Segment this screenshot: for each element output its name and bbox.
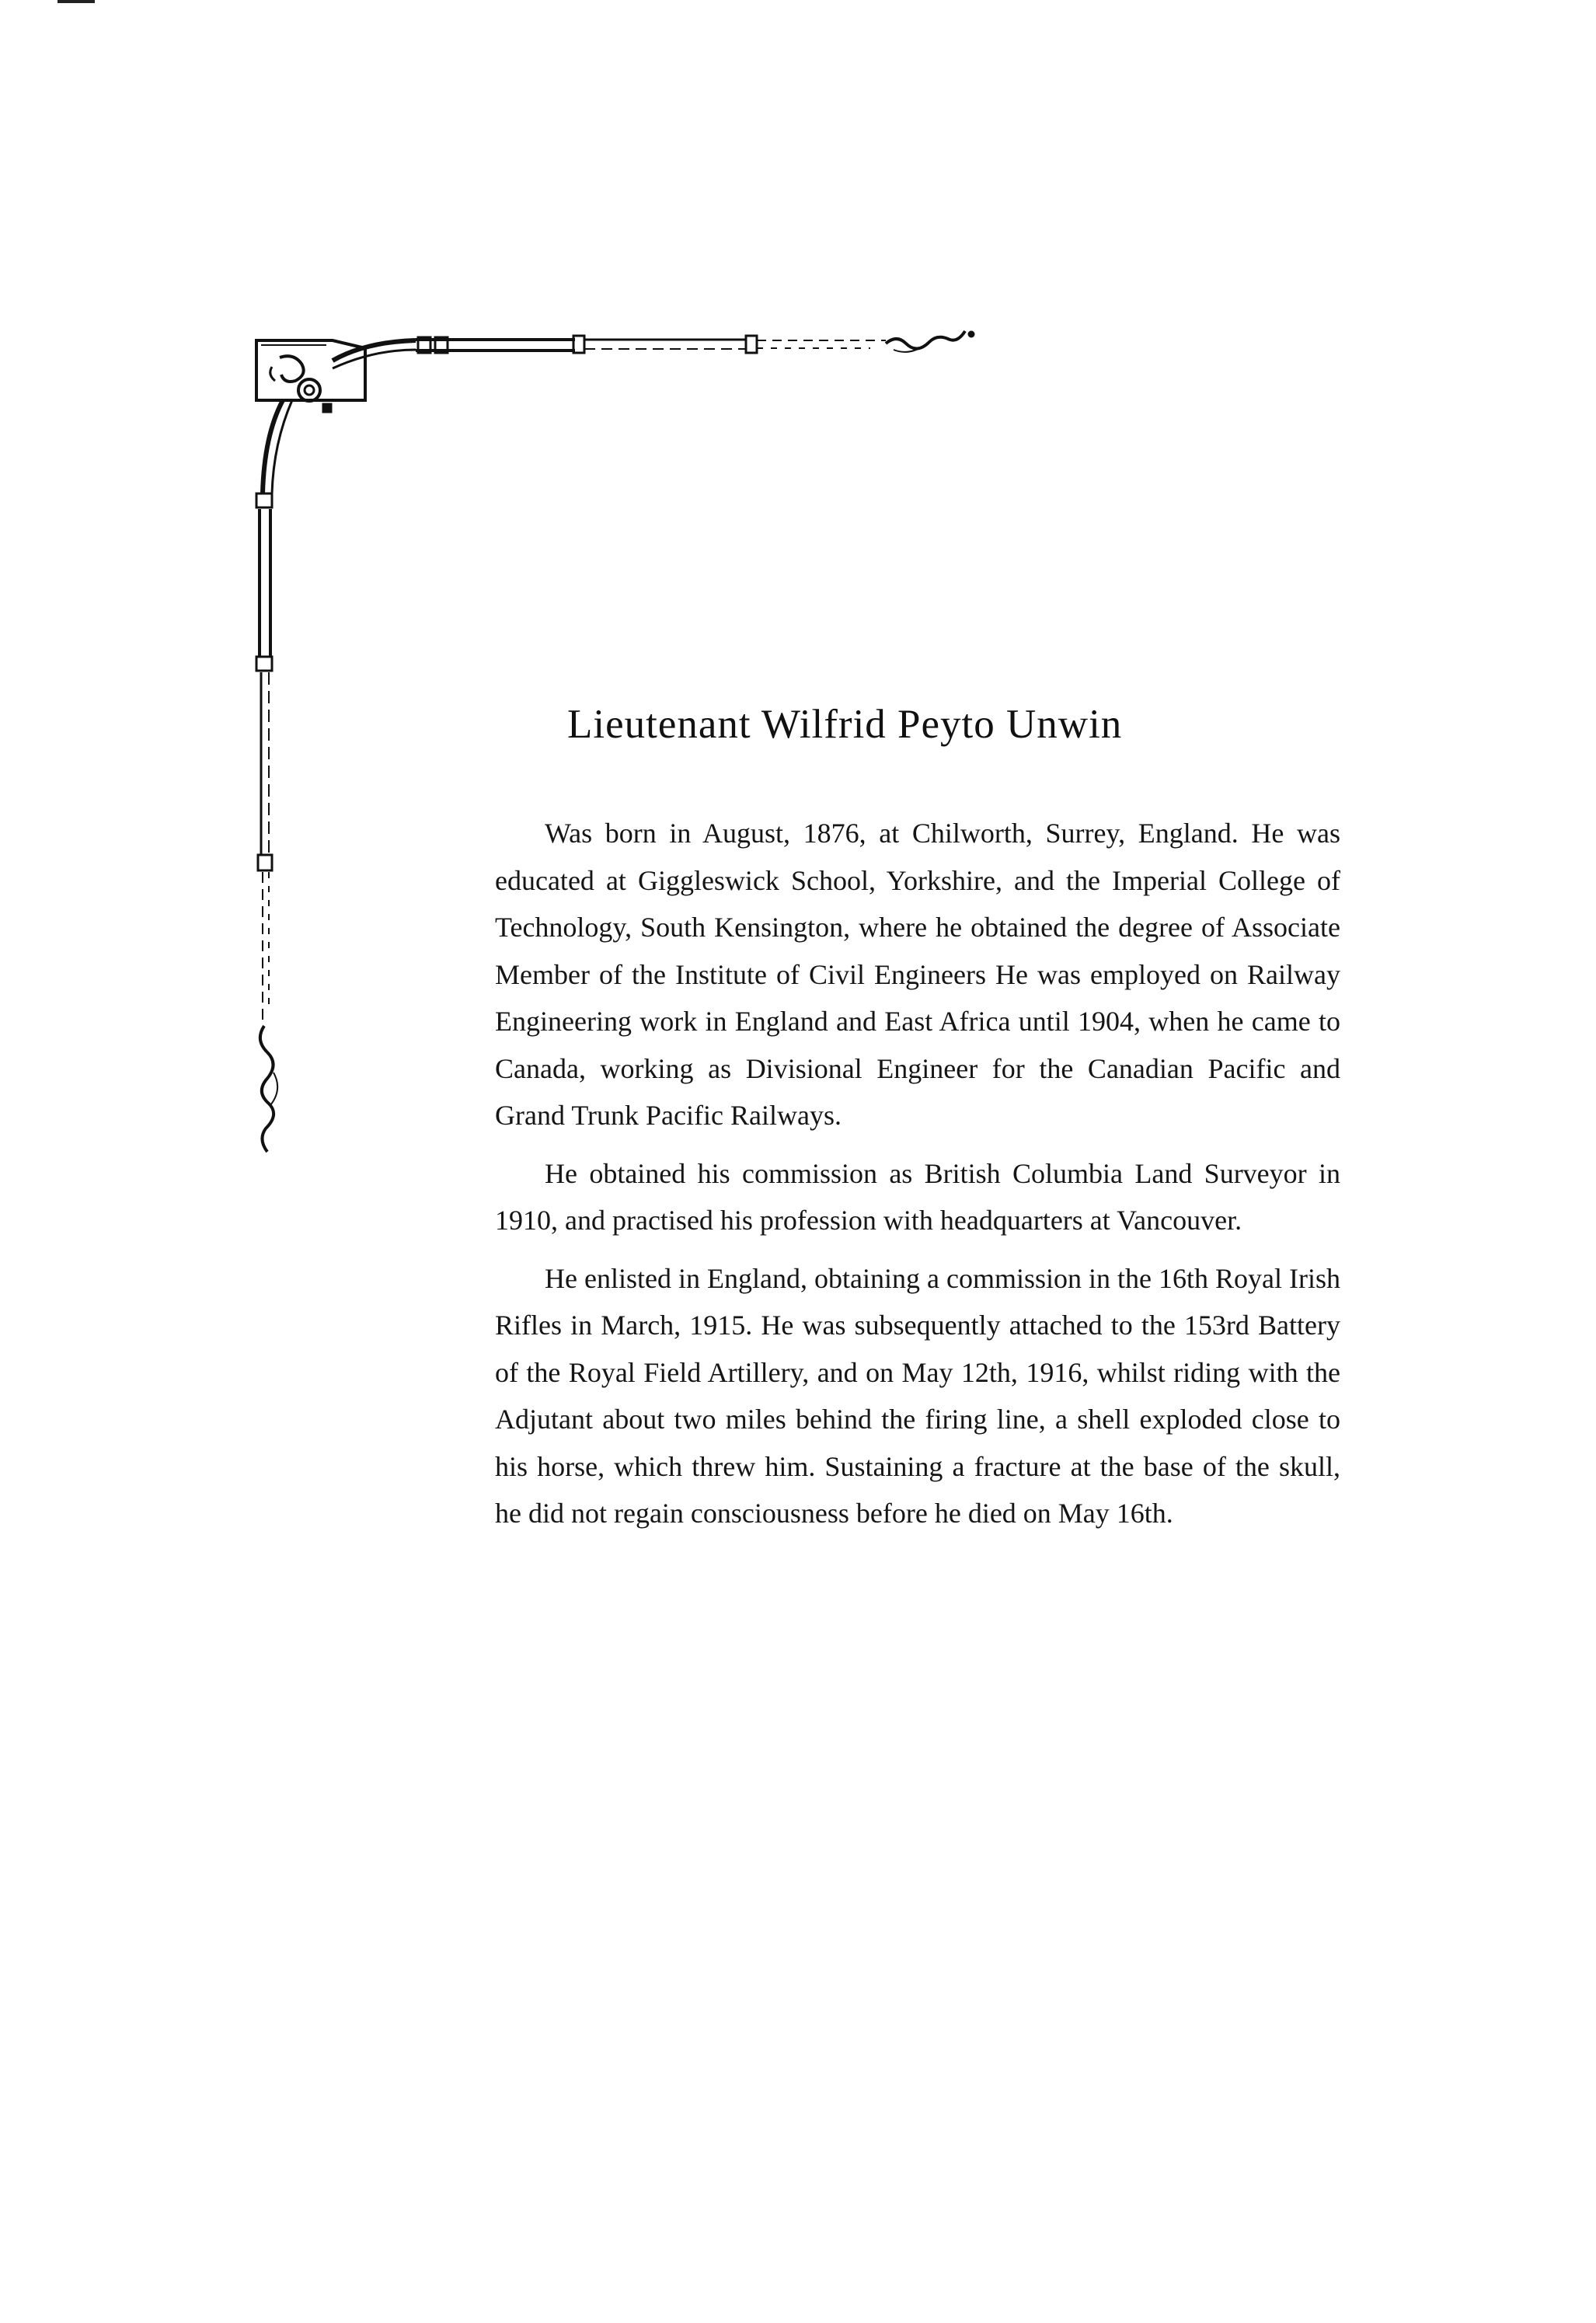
paragraph-military-service: He enlisted in England, obtaining a commission in the 16th Royal Irish Rifles in March, 1915. He was subsequently attached to the 153rd Battery of the Royal Field Artillery, and on May 12th, 1916, whilst riding with the Adjutant about two miles behind the firing line, a shell exploded close to his horse, which threw him. Sustaining a fracture at the base of the skull, he did not regain consciousness before he died on May 16th. <box>495 1262 1340 1529</box>
scan-edge-mark <box>57 0 95 3</box>
paragraph-surveyor-commission: He obtained his commission as British Columbia Land Surveyor in 1910, and practised his profession with headquarters at Vancouver. <box>495 1157 1340 1236</box>
paragraph-early-life: Was born in August, 1876, at Chilworth, Surrey, England. He was educated at Giggleswick School, Yorkshire, and the Imperial College of Technology, South Kensington, where he obtained the degree of Associate Member of the Institute of Civil Engineers He was employed on Railway Engineering work in England and East Africa until 1904, when he came to Canada, working as Divisional Engineer for the Canadian Pacific and Grand Trunk Pacific Railways. <box>495 818 1340 1131</box>
biography-text <box>495 810 1340 1548</box>
page-title: Lieutenant Wilfrid Peyto Unwin <box>567 702 1123 747</box>
